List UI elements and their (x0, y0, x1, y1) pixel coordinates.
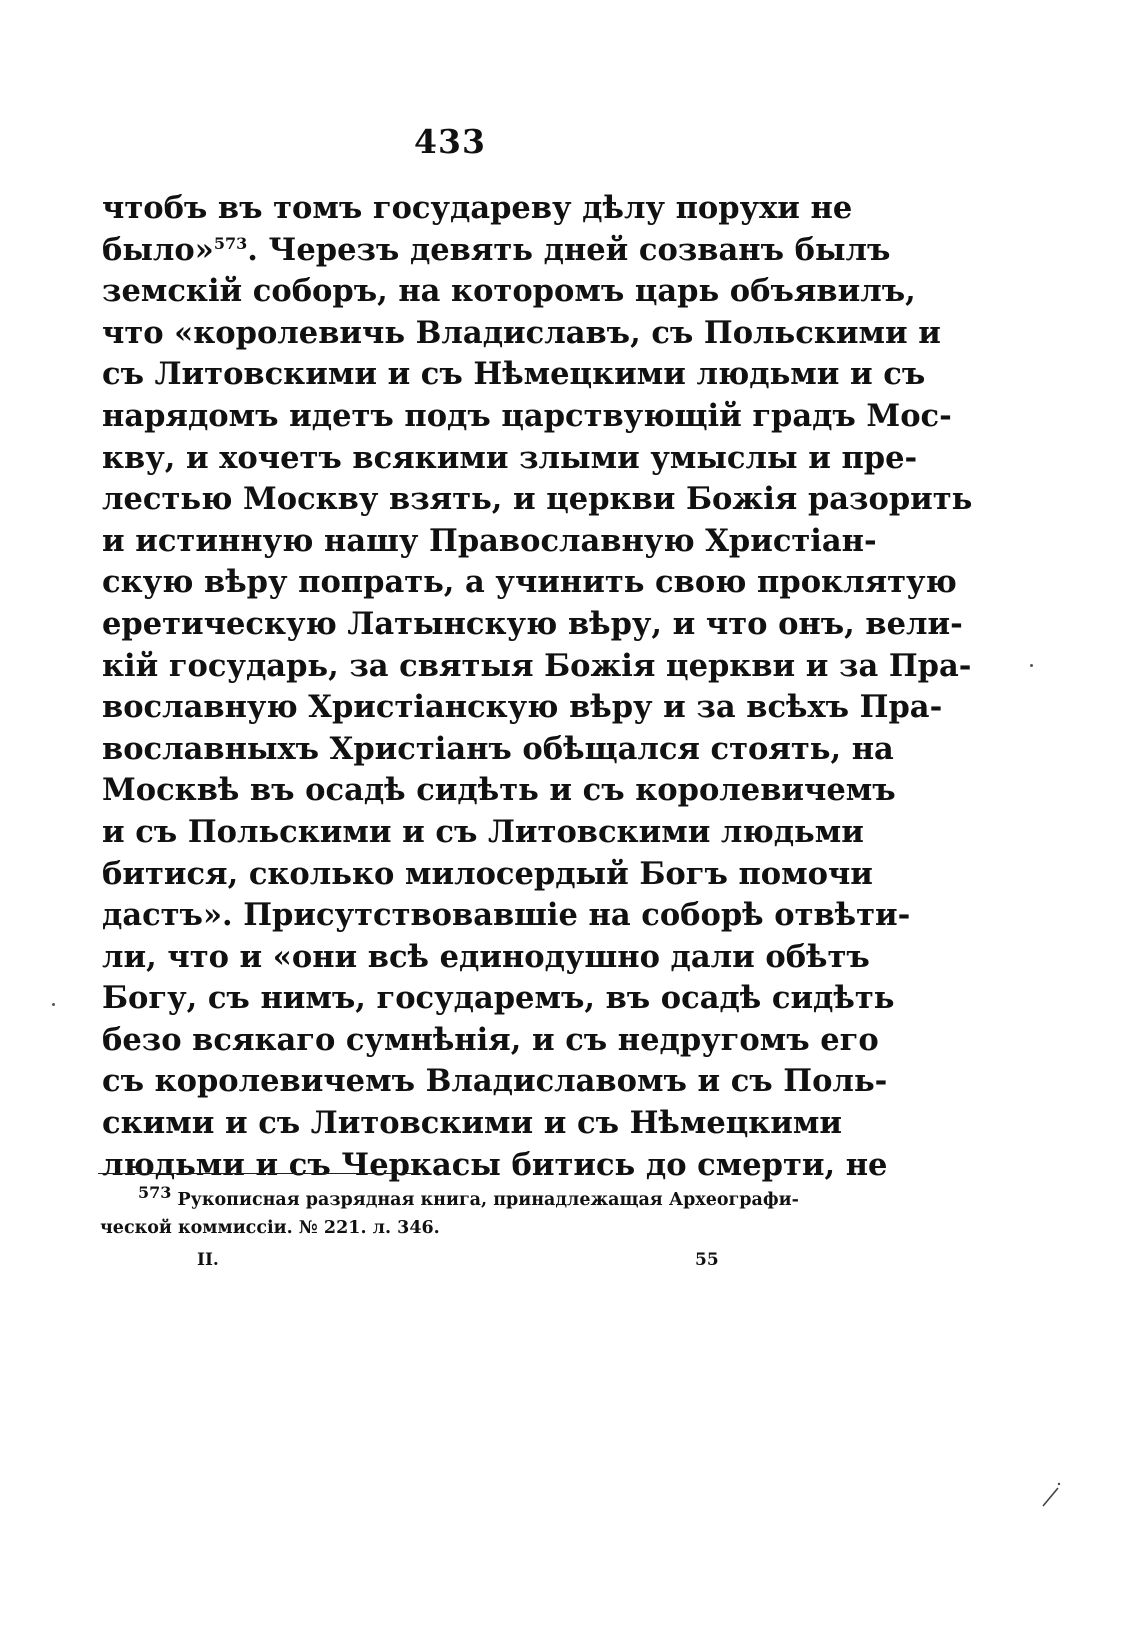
text-line: что «королевичь Владиславъ, съ Польскими и (102, 314, 941, 351)
text-line: безо всякаго сумнѣнія, и съ недругомъ его (102, 1021, 879, 1058)
footnote (100, 1183, 799, 1242)
paper-speck (1030, 664, 1033, 667)
text-line: нарядомъ идетъ подъ царствующій градъ Мос- (102, 397, 952, 434)
footnote-marker: 573 (138, 1183, 172, 1203)
footnote-divider (98, 1173, 414, 1174)
text-line (102, 230, 891, 272)
text-line: скую вѣру попрать, а учинить свою проклятую (102, 564, 957, 601)
paper-speck (52, 1003, 55, 1006)
text-line: съ Литовскими и съ Нѣмецкими людьми и съ (102, 356, 926, 393)
text-line: ли, что и «они всѣ единодушно дали обѣтъ (102, 938, 870, 975)
text-line: еретическую Латынскую вѣру, и что онъ, вели- (102, 605, 963, 642)
footnote-reference[interactable]: 573 (213, 233, 248, 253)
pen-stroke-mark (1040, 1480, 1064, 1510)
text-line: вославныхъ Христіанъ обѣщался стоять, на (102, 730, 894, 767)
text-line: битися, сколько милосердый Богъ помочи (102, 855, 873, 892)
text-fragment: . Черезъ девять дней созванъ былъ (247, 231, 891, 268)
text-line: и съ Польскими и съ Литовскими людьми (102, 813, 864, 850)
text-line: дастъ». Присутствовавшіе на соборѣ отвѣти- (102, 897, 911, 934)
text-line: съ королевичемъ Владиславомъ и съ Поль- (102, 1063, 888, 1100)
text-line: кву, и хочетъ всякими злыми умыслы и пре- (102, 439, 918, 476)
text-line: и истинную нашу Православную Христіан- (102, 522, 877, 559)
text-line: кій государь, за святыя Божія церкви и за Пра- (102, 647, 972, 684)
text-line: вославную Христіанскую вѣру и за всѣхъ Пра- (102, 689, 943, 726)
text-line: чтобъ въ томъ государеву дѣлу порухи не (102, 190, 853, 226)
text-line: людьми и съ Черкасы битись до смерти, не (102, 1146, 888, 1183)
signature-mark-volume: II. (197, 1250, 219, 1270)
text-fragment: было» (102, 231, 214, 268)
text-line: Богу, съ нимъ, государемъ, въ осадѣ сидѣть (102, 980, 895, 1017)
text-line: скими и съ Литовскими и съ Нѣмецкими (102, 1105, 843, 1142)
text-line: Москвѣ въ осадѣ сидѣть и съ королевичемъ (102, 772, 896, 809)
text-line: земскій соборъ, на которомъ царь объявилъ, (102, 273, 916, 310)
text-line: лестью Москву взять, и церкви Божія разорить (102, 481, 973, 518)
page-number: 433 (414, 122, 486, 161)
footnote-text: Рукописная разрядная книга, принадлежащая Археографи- (177, 1190, 799, 1210)
footnote-line: ческой коммиссіи. № 221. л. 346. (100, 1218, 440, 1238)
signature-mark-sheet: 55 (695, 1250, 719, 1270)
footnote-line (100, 1183, 799, 1214)
main-text (102, 188, 973, 1186)
